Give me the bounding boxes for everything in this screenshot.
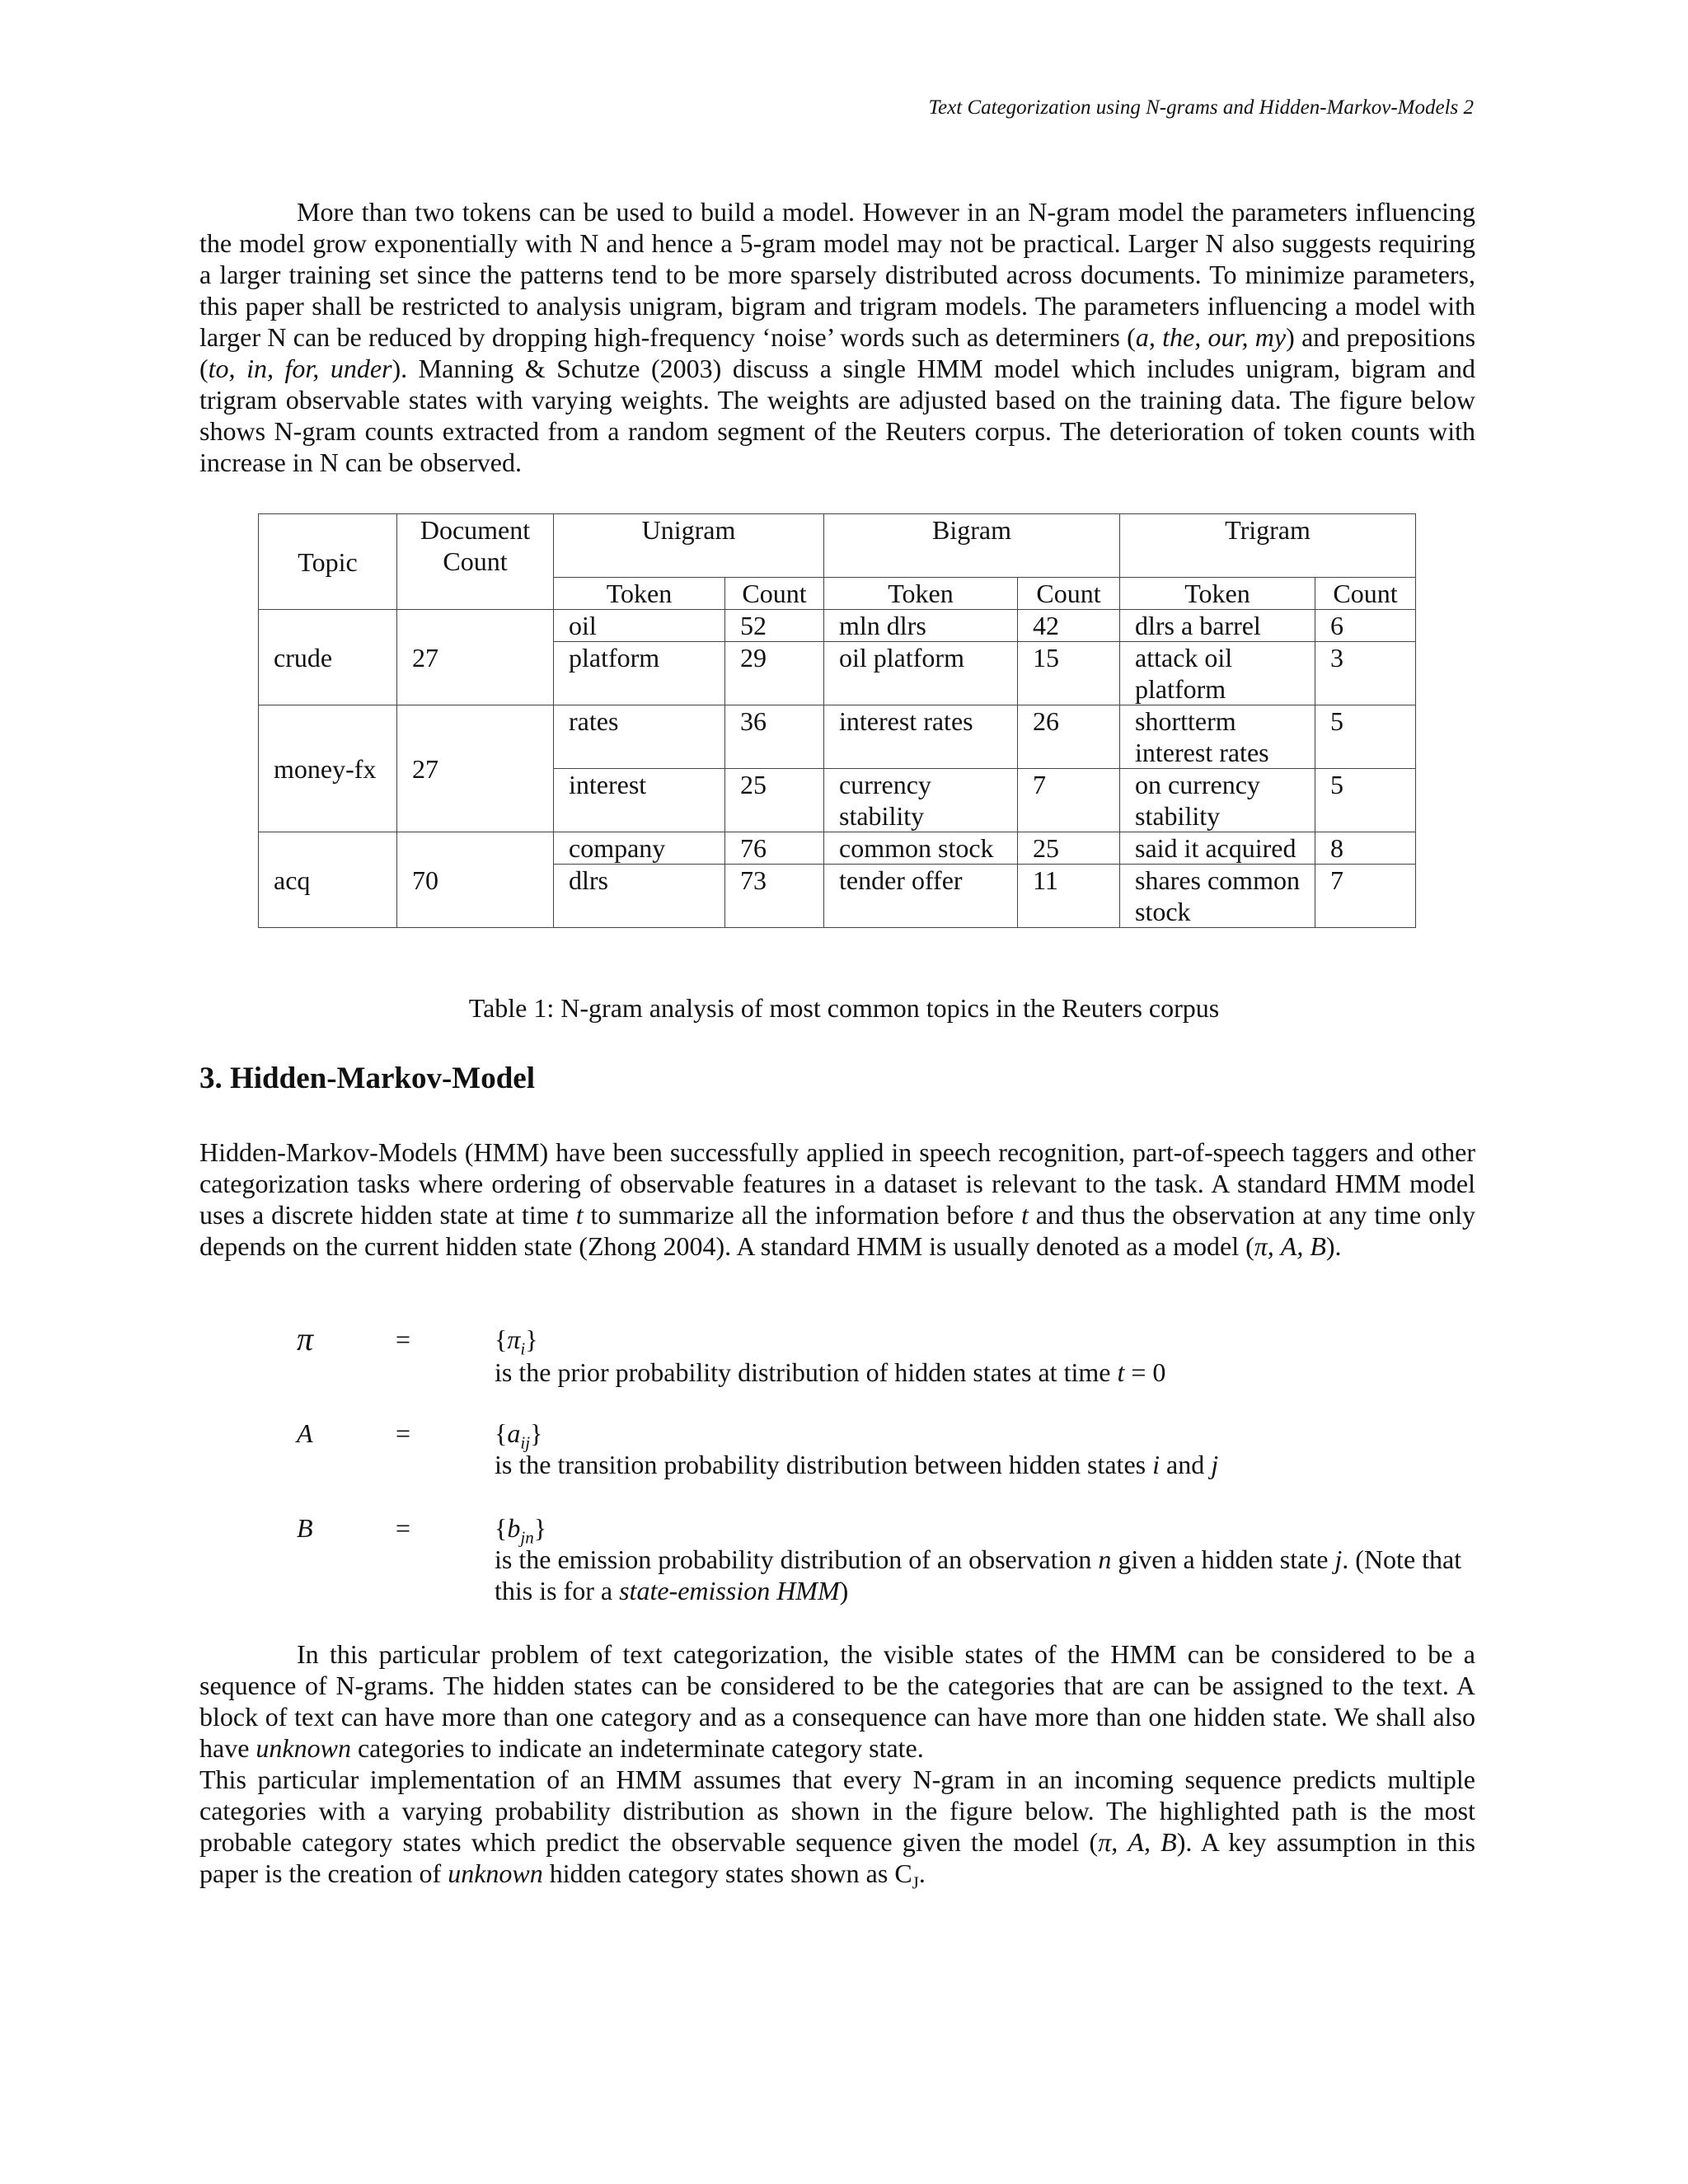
section-heading: 3. Hidden-Markov-Model — [199, 1062, 535, 1095]
equals: = — [396, 1418, 411, 1448]
subheader-token: Token — [824, 578, 1018, 610]
bigram-count: 25 — [1018, 832, 1120, 865]
trigram-count: 7 — [1315, 865, 1416, 928]
trigram-token: dlrs a barrel — [1120, 610, 1315, 642]
set-notation: $\{b_{jn}\}$ — [495, 1513, 547, 1548]
table-row — [259, 610, 1416, 642]
unigram-token: rates — [554, 705, 725, 769]
subheader-count: Count — [1315, 578, 1416, 610]
doc-count-cell: 27 — [397, 610, 554, 705]
trigram-token: shortterm interest rates — [1120, 705, 1315, 769]
bigram-count: 42 — [1018, 610, 1120, 642]
bigram-count: 15 — [1018, 642, 1120, 705]
closing-paragraph-2: This particular implementation of an HMM assumes that every N-gram in an incoming sequence predicts multiple categories with a varying probability distribution as shown in the figure below. The highlighted path is the most probable category states which predict the observable sequence given the model (π, A, B). A key assumption in this paper is the creation of unknown hidden category states shown as $C_J$. — [199, 1765, 1476, 1893]
intro-paragraph: More than two tokens can be used to build a model. However in an N-gram model the parameters influencing the model grow exponentially with N and hence a 5-gram model may not be practical. Larger N also suggests requiring a larger training set since the patterns tend to be more sparsely distributed across documents. To minimize parameters, this paper shall be restricted to analysis unigram, bigram and trigram models. The parameters influencing a model with larger N can be reduced by dropping high-frequency ‘noise’ words such as determiners (a, the, our, my) and prepositions (to, in, for, under). Manning & Schutze (2003) discuss a single HMM model which includes unigram, bigram and trigram observable states with varying weights. The weights are adjusted based on the training data. The figure below shows N-gram counts extracted from a random segment of the Reuters corpus. The deterioration of token counts with increase in N can be observed. — [199, 197, 1476, 477]
unigram-token: dlrs — [554, 865, 725, 928]
bigram-count: 7 — [1018, 769, 1120, 832]
unigram-token: oil — [554, 610, 725, 642]
closing-paragraph-1: In this particular problem of text categorization, the visible states of the HMM can be considered to be a sequence of N-grams. The hidden states can be considered to be the categories that are can be assigned to the text. A block of text can have more than one category and as a consequence can have more than one hidden state. We shall also have unknown categories to indicate an indeterminate category state. — [199, 1639, 1475, 1763]
topic-cell: money-fx — [259, 705, 397, 832]
unigram-count: 76 — [725, 832, 824, 865]
bigram-token: oil platform — [824, 642, 1018, 705]
bigram-token: currency stability — [824, 769, 1018, 832]
unigram-count: 52 — [725, 610, 824, 642]
header-doc-count: Document Count — [397, 514, 554, 610]
unigram-count: 36 — [725, 705, 824, 769]
header-bigram: Bigram — [824, 514, 1120, 578]
symbol: B — [297, 1513, 313, 1543]
ngram-table — [258, 513, 1416, 928]
trigram-count: 5 — [1315, 769, 1416, 832]
bigram-token: tender offer — [824, 865, 1018, 928]
unigram-token: platform — [554, 642, 725, 705]
doc-count-cell: 70 — [397, 832, 554, 928]
set-notation: $\{\pi_i\}$ — [495, 1324, 538, 1359]
unigram-count: 73 — [725, 865, 824, 928]
equals: = — [396, 1513, 411, 1543]
bigram-count: 11 — [1018, 865, 1120, 928]
bigram-token: interest rates — [824, 705, 1018, 769]
definition-text: is the prior probability distribution of hidden states at time t = 0 — [495, 1357, 1166, 1387]
unigram-count: 25 — [725, 769, 824, 832]
topic-cell: acq — [259, 832, 397, 928]
definition-text: is the emission probability distribution of an observation n given a hidden state j. (Note that this is for a state-emission HMM) — [495, 1544, 1462, 1605]
topic-cell: crude — [259, 610, 397, 705]
header-trigram: Trigram — [1120, 514, 1416, 578]
table-row — [259, 832, 1416, 865]
subheader-count: Count — [1018, 578, 1120, 610]
table-row — [259, 705, 1416, 769]
trigram-count: 3 — [1315, 642, 1416, 705]
bigram-token: common stock — [824, 832, 1018, 865]
trigram-token: on currency stability — [1120, 769, 1315, 832]
subheader-token: Token — [1120, 578, 1315, 610]
trigram-token: said it acquired — [1120, 832, 1315, 865]
trigram-token: shares common stock — [1120, 865, 1315, 928]
bigram-count: 26 — [1018, 705, 1120, 769]
trigram-count: 5 — [1315, 705, 1416, 769]
unigram-token: interest — [554, 769, 725, 832]
symbol: π — [297, 1320, 314, 1357]
subheader-count: Count — [725, 578, 824, 610]
unigram-token: company — [554, 832, 725, 865]
trigram-token: attack oil platform — [1120, 642, 1315, 705]
unigram-count: 29 — [725, 642, 824, 705]
set-notation: $\{a_{ij}\}$ — [495, 1418, 543, 1453]
doc-count-cell: 27 — [397, 705, 554, 832]
trigram-count: 8 — [1315, 832, 1416, 865]
equals: = — [396, 1324, 411, 1354]
trigram-count: 6 — [1315, 610, 1416, 642]
header-topic: Topic — [259, 514, 397, 610]
definition-text: is the transition probability distribution between hidden states i and j — [495, 1450, 1219, 1479]
header-unigram: Unigram — [554, 514, 824, 578]
subheader-token: Token — [554, 578, 725, 610]
hmm-paragraph: Hidden-Markov-Models (HMM) have been successfully applied in speech recognition, part-of-speech taggers and other categorization tasks where ordering of observable features in a dataset is relevant to the task. A standard HMM model uses a discrete hidden state at time t to summarize all the information before t and thus the observation at any time only depends on the current hidden state (Zhong 2004). A standard HMM is usually denoted as a model (π, A, B). — [199, 1137, 1476, 1261]
table-caption: Table 1: N-gram analysis of most common topics in the Reuters corpus — [468, 993, 1220, 1023]
bigram-token: mln dlrs — [824, 610, 1018, 642]
symbol: A — [297, 1418, 313, 1448]
running-header: Text Categorization using N-grams and Hidden-Markov-Models 2 — [928, 96, 1474, 119]
